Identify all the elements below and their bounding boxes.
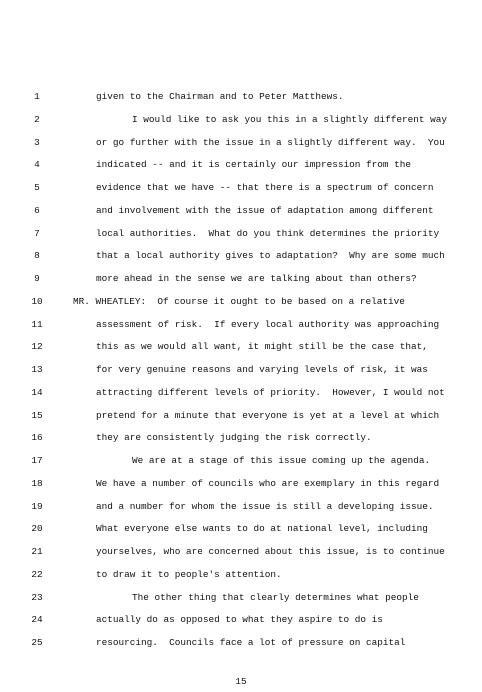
line-number: 7: [34, 227, 40, 239]
line-number: 17: [31, 455, 43, 466]
transcript-line: [0, 203, 482, 226]
line-number: 10: [31, 295, 43, 307]
transcript-line: [0, 544, 482, 567]
line-text: that a local authority gives to adaptation? Why are some much: [96, 250, 445, 262]
line-number: 15: [31, 409, 43, 421]
line-number: 5: [34, 182, 40, 193]
transcript-line: [0, 476, 482, 499]
line-number: 8: [34, 250, 40, 262]
speaker-line-text: MR. WHEATLEY: Of course it ought to be based on a relative: [73, 295, 405, 307]
line-text: this as we would all want, it might still be the case that,: [96, 341, 428, 353]
line-text: The other thing that clearly determines what people: [132, 591, 419, 603]
line-number: 9: [34, 273, 40, 284]
transcript-line: [0, 157, 482, 180]
transcript-line: [0, 271, 482, 294]
line-number: 11: [31, 318, 43, 330]
line-number: 4: [34, 159, 40, 171]
line-text: assessment of risk. If every local authority was approaching: [96, 318, 440, 330]
line-text: given to the Chairman and to Peter Matthews.: [96, 91, 344, 102]
line-text: they are consistently judging the risk correctly.: [96, 432, 372, 444]
line-text: attracting different levels of priority. However, I would not: [96, 386, 445, 398]
line-text: What everyone else wants to do at national level, including: [96, 523, 428, 535]
transcript-body: [0, 89, 482, 658]
line-text: We have a number of councils who are exemplary in this regard: [96, 477, 440, 489]
transcript-line: [0, 248, 482, 271]
transcript-line: [0, 180, 482, 203]
transcript-line: [0, 521, 482, 544]
line-number: 16: [31, 432, 43, 444]
line-number: 21: [31, 546, 43, 557]
transcript-line: [0, 590, 482, 613]
transcript-line: [0, 430, 482, 453]
transcript-line: [0, 567, 482, 590]
line-text: more ahead in the sense we are talking about than others?: [96, 273, 417, 284]
line-text: or go further with the issue in a slightly different way. You: [96, 136, 445, 148]
line-number: 1: [34, 91, 40, 102]
transcript-line: [0, 635, 482, 658]
line-text: to draw it to people's attention.: [96, 568, 282, 580]
line-text: We are at a stage of this issue coming up the agenda.: [132, 455, 431, 466]
line-text: resourcing. Councils face a lot of pressure on capital: [96, 637, 406, 648]
line-text: local authorities. What do you think determines the priority: [96, 227, 440, 239]
line-number: 2: [34, 113, 40, 125]
line-number: 24: [31, 614, 43, 626]
line-number: 20: [31, 523, 43, 535]
transcript-line: [0, 135, 482, 158]
transcript-line: [0, 453, 482, 476]
line-number: 3: [34, 136, 40, 148]
line-number: 19: [31, 500, 43, 512]
transcript-line: [0, 385, 482, 408]
page-number: 15: [235, 676, 247, 687]
line-number: 22: [31, 568, 43, 580]
line-number: 6: [34, 204, 40, 216]
line-text: and a number for whom the issue is still a developing issue.: [96, 500, 434, 512]
transcript-line: [0, 612, 482, 635]
line-text: indicated -- and it is certainly our impression from the: [96, 159, 412, 171]
line-text: for very genuine reasons and varying levels of risk, it was: [96, 364, 428, 375]
transcript-line: [0, 226, 482, 249]
line-number: 25: [31, 637, 43, 648]
line-number: 23: [31, 591, 43, 603]
line-number: 18: [31, 477, 43, 489]
transcript-line: [0, 408, 482, 431]
transcript-line: [0, 112, 482, 135]
transcript-line: [0, 294, 482, 317]
line-text: actually do as opposed to what they aspire to do is: [96, 614, 383, 626]
transcript-line: [0, 317, 482, 340]
line-number: 13: [31, 364, 43, 375]
line-text: I would like to ask you this in a slightly different way: [132, 113, 448, 125]
line-text: yourselves, who are concerned about this issue, is to continue: [96, 546, 445, 557]
line-text: and involvement with the issue of adaptation among different: [96, 204, 434, 216]
line-text: pretend for a minute that everyone is yet at a level at which: [96, 409, 440, 421]
transcript-line: [0, 339, 482, 362]
line-number: 12: [31, 341, 43, 353]
transcript-line: [0, 89, 482, 112]
transcript-line: [0, 499, 482, 522]
line-text: evidence that we have -- that there is a spectrum of concern: [96, 182, 434, 193]
line-number: 14: [31, 386, 43, 398]
transcript-line: [0, 362, 482, 385]
